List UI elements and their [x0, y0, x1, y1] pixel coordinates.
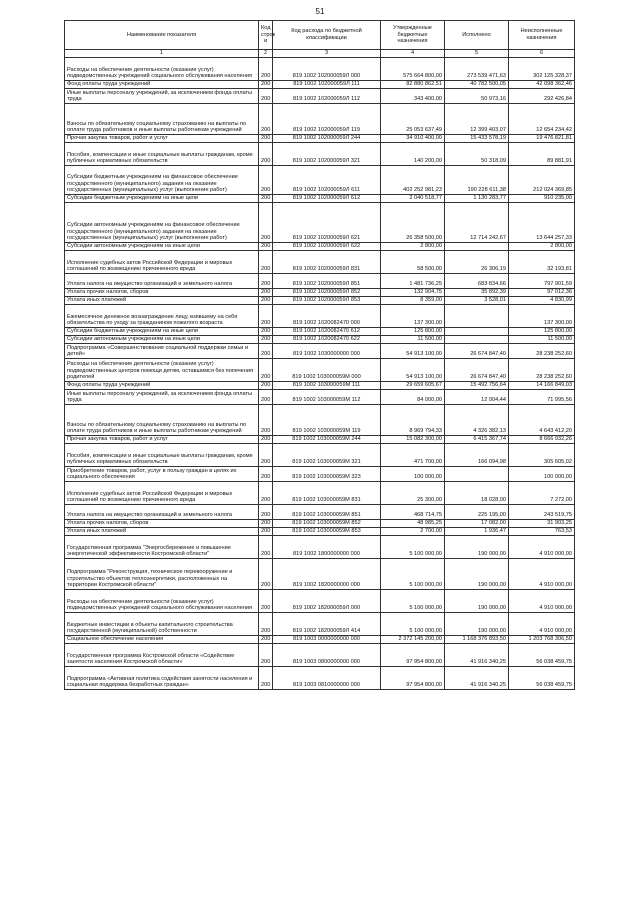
budget-code-cell: 819 1002 102000059Л 831 [273, 251, 381, 274]
line-code-cell: 200 [259, 382, 273, 390]
executed-amount-cell: 41 916 340,25 [445, 667, 509, 690]
indicator-name-cell: Субсидии автономным учреждениям на иные цели [65, 336, 259, 344]
executed-amount-cell: 683 834,66 [445, 274, 509, 289]
executed-amount-cell: 190 000,00 [445, 613, 509, 636]
line-code-cell: 200 [259, 559, 273, 590]
executed-amount-cell [445, 305, 509, 328]
table-row [65, 166, 575, 195]
budget-code-cell: 819 1002 103000059М 831 [273, 482, 381, 505]
unexecuted-amount-cell: 212 024 369,85 [509, 166, 575, 195]
executed-amount-cell: 190 000,00 [445, 536, 509, 559]
line-code-cell: 200 [259, 644, 273, 667]
executed-amount-cell: 15 492 756,64 [445, 382, 509, 390]
indicator-name-cell: Подпрограмма "Реконструкция, техническое перевооружение и строительство объектов теплоэнергетики, расположенных на территории Костромской области" [65, 559, 259, 590]
approved-amount-cell: 34 910 400,00 [381, 135, 445, 143]
indicator-name-cell: Уплата налога на имущество организаций и земельного налога [65, 505, 259, 520]
executed-amount-cell: 26 674 847,40 [445, 344, 509, 359]
table-row [65, 251, 575, 274]
indicator-name-cell: Расходы на обеспечение деятельности (оказание услуг) подведомственных учреждений социального обслуживания населения [65, 58, 259, 81]
approved-amount-cell: 132 904,75 [381, 289, 445, 297]
line-code-cell: 200 [259, 482, 273, 505]
line-code-cell: 200 [259, 81, 273, 89]
header-indicator-name: Наименование показателя [65, 21, 259, 50]
unexecuted-amount-cell: 305 605,02 [509, 444, 575, 467]
executed-amount-cell: 1 130 283,77 [445, 195, 509, 203]
approved-amount-cell: 25 300,00 [381, 482, 445, 505]
line-code-cell: 200 [259, 536, 273, 559]
indicator-name-cell: Подпрограмма «Совершенствование социальной поддержки семьи и детей» [65, 344, 259, 359]
table-row [65, 89, 575, 104]
executed-amount-cell: 12 004,44 [445, 390, 509, 405]
approved-amount-cell: 402 252 981,23 [381, 166, 445, 195]
approved-amount-cell: 82 880 862,51 [381, 81, 445, 89]
line-code-cell: 200 [259, 444, 273, 467]
indicator-name-cell: Приобретение товаров, работ, услуг в пользу граждан в целях их социального обеспечения [65, 467, 259, 482]
indicator-name-cell: Подпрограмма «Активная политика содействия занятости населения и социальная поддержка безработных граждан» [65, 667, 259, 690]
line-code-cell: 200 [259, 135, 273, 143]
unexecuted-amount-cell: 2 800,00 [509, 243, 575, 251]
column-number: 4 [381, 50, 445, 58]
executed-amount-cell [445, 467, 509, 482]
budget-code-cell: 819 1002 103000059М 321 [273, 444, 381, 467]
unexecuted-amount-cell: 32 193,81 [509, 251, 575, 274]
budget-code-cell: 819 1002 103000059М 111 [273, 382, 381, 390]
line-code-cell: 200 [259, 467, 273, 482]
approved-amount-cell: 2 372 145 200,00 [381, 636, 445, 644]
line-code-cell: 200 [259, 613, 273, 636]
indicator-name-cell: Исполнение судебных актов Российской Федерации и мировых соглашений по возмещению причиненного вреда [65, 251, 259, 274]
budget-code-cell: 819 1002 102000059Л 611 [273, 166, 381, 195]
approved-amount-cell: 471 700,00 [381, 444, 445, 467]
unexecuted-amount-cell: 4 910 000,00 [509, 590, 575, 613]
executed-amount-cell: 35 892,39 [445, 289, 509, 297]
table-row [65, 667, 575, 690]
line-code-cell: 200 [259, 436, 273, 444]
approved-amount-cell: 48 985,25 [381, 520, 445, 528]
unexecuted-amount-cell: 4 910 000,00 [509, 613, 575, 636]
indicator-name-cell: Государственная программа Костромской области «Содействие занятости населения Костромской области» [65, 644, 259, 667]
indicator-name-cell: Субсидии автономным учреждениям на иные цели [65, 243, 259, 251]
indicator-name-cell: Прочая закупка товаров, работ и услуг [65, 135, 259, 143]
line-code-cell: 200 [259, 528, 273, 536]
approved-amount-cell: 54 913 100,00 [381, 359, 445, 382]
approved-amount-cell: 2 040 518,77 [381, 195, 445, 203]
approved-amount-cell: 58 500,00 [381, 251, 445, 274]
budget-execution-table [64, 20, 575, 690]
line-code-cell: 200 [259, 359, 273, 382]
approved-amount-cell: 343 400,00 [381, 89, 445, 104]
unexecuted-amount-cell: 97 012,36 [509, 289, 575, 297]
executed-amount-cell: 40 782 500,05 [445, 81, 509, 89]
line-code-cell: 200 [259, 590, 273, 613]
unexecuted-amount-cell: 292 426,84 [509, 89, 575, 104]
indicator-name-cell: Субсидии бюджетным учреждениям на финансовое обеспечение государственного (муниципального) задания на оказание государственных (муниципальных) услуг (выполнение работ) [65, 166, 259, 195]
unexecuted-amount-cell: 8 666 932,26 [509, 436, 575, 444]
table-row [65, 528, 575, 536]
executed-amount-cell: 18 028,00 [445, 482, 509, 505]
executed-amount-cell: 50 973,16 [445, 89, 509, 104]
approved-amount-cell: 137 300,00 [381, 305, 445, 328]
unexecuted-amount-cell: 1 203 768 306,50 [509, 636, 575, 644]
budget-code-cell: 819 1002 102000059Л 244 [273, 135, 381, 143]
line-code-cell: 200 [259, 305, 273, 328]
unexecuted-amount-cell: 19 476 821,81 [509, 135, 575, 143]
approved-amount-cell: 8 969 794,33 [381, 405, 445, 436]
budget-code-cell: 819 1002 102000059Л 852 [273, 289, 381, 297]
indicator-name-cell: Иные выплаты персоналу учреждений, за исключением фонда оплаты труда [65, 89, 259, 104]
indicator-name-cell: Расходы на обеспечение деятельности (оказание услуг) подведомственных учреждений социального обслуживания населения [65, 590, 259, 613]
line-code-cell: 200 [259, 251, 273, 274]
header-line-code: Код строк и [259, 21, 273, 50]
approved-amount-cell: 5 100 000,00 [381, 590, 445, 613]
column-number: 1 [65, 50, 259, 58]
approved-amount-cell: 1 481 736,25 [381, 274, 445, 289]
unexecuted-amount-cell: 11 500,00 [509, 336, 575, 344]
executed-amount-cell: 15 433 578,19 [445, 135, 509, 143]
table-row [65, 297, 575, 305]
budget-code-cell: 819 1002 103000059М 853 [273, 528, 381, 536]
indicator-name-cell: Взносы по обязательному социальному страхованию на выплаты по оплате труда работников и иные выплаты работникам учреждений [65, 405, 259, 436]
budget-code-cell: 819 1002 102000059Л 112 [273, 89, 381, 104]
approved-amount-cell: 15 082 300,00 [381, 436, 445, 444]
indicator-name-cell: Фонд оплаты труда учреждений [65, 382, 259, 390]
budget-code-cell: 819 1002 1820000000 000 [273, 559, 381, 590]
table-row [65, 135, 575, 143]
line-code-cell: 200 [259, 344, 273, 359]
unexecuted-amount-cell: 31 903,25 [509, 520, 575, 528]
indicator-name-cell: Уплата налога на имущество организаций и земельного налога [65, 274, 259, 289]
budget-code-cell: 819 1002 103000059М 851 [273, 505, 381, 520]
line-code-cell: 200 [259, 336, 273, 344]
unexecuted-amount-cell: 797 901,59 [509, 274, 575, 289]
executed-amount-cell: 1 168 376 893,50 [445, 636, 509, 644]
budget-code-cell: 819 1002 102000059Л 622 [273, 243, 381, 251]
indicator-name-cell: Уплата прочих налогов, сборов [65, 520, 259, 528]
approved-amount-cell: 5 100 000,00 [381, 613, 445, 636]
indicator-name-cell: Ежемесячное денежное вознаграждение лицу, взявшему на себя обязательства по уходу за гражданином пожилого возраста [65, 305, 259, 328]
budget-code-cell: 819 1002 103000059М 323 [273, 467, 381, 482]
column-number: 2 [259, 50, 273, 58]
table-row [65, 58, 575, 81]
line-code-cell: 200 [259, 274, 273, 289]
budget-code-cell: 819 1002 102000059Л 853 [273, 297, 381, 305]
approved-amount-cell: 575 664 800,00 [381, 58, 445, 81]
indicator-name-cell: Исполнение судебных актов Российской Федерации и мировых соглашений по возмещению причиненного вреда [65, 482, 259, 505]
table-row [65, 328, 575, 336]
approved-amount-cell: 97 954 800,00 [381, 644, 445, 667]
column-number: 3 [273, 50, 381, 58]
unexecuted-amount-cell: 56 038 459,75 [509, 644, 575, 667]
executed-amount-cell: 190 000,00 [445, 559, 509, 590]
unexecuted-amount-cell: 4 830,99 [509, 297, 575, 305]
approved-amount-cell: 54 913 100,00 [381, 344, 445, 359]
budget-code-cell: 819 1002 103000059М 119 [273, 405, 381, 436]
budget-code-cell: 819 1003 0000000000 000 [273, 636, 381, 644]
executed-amount-cell [445, 243, 509, 251]
table-row [65, 143, 575, 166]
unexecuted-amount-cell: 4 910 000,00 [509, 536, 575, 559]
executed-amount-cell: 1 936,47 [445, 528, 509, 536]
budget-code-cell: 819 1003 0810000000 000 [273, 667, 381, 690]
unexecuted-amount-cell: 28 238 252,60 [509, 359, 575, 382]
executed-amount-cell: 225 195,00 [445, 505, 509, 520]
table-row [65, 613, 575, 636]
table-row [65, 81, 575, 89]
line-code-cell: 200 [259, 143, 273, 166]
budget-code-cell: 819 1002 102000059Л 621 [273, 203, 381, 243]
table-row [65, 274, 575, 289]
budget-code-cell: 819 1002 1020082470 000 [273, 305, 381, 328]
line-code-cell: 200 [259, 203, 273, 243]
line-code-cell: 200 [259, 390, 273, 405]
table-row [65, 482, 575, 505]
executed-amount-cell [445, 328, 509, 336]
table-row [65, 559, 575, 590]
unexecuted-amount-cell: 302 125 328,37 [509, 58, 575, 81]
unexecuted-amount-cell: 12 654 234,42 [509, 104, 575, 135]
indicator-name-cell: Социальное обеспечение населения [65, 636, 259, 644]
budget-code-cell: 819 1002 182000059Л 414 [273, 613, 381, 636]
page-number: 51 [315, 7, 325, 16]
unexecuted-amount-cell: 137 300,00 [509, 305, 575, 328]
line-code-cell: 200 [259, 104, 273, 135]
unexecuted-amount-cell: 243 519,75 [509, 505, 575, 520]
indicator-name-cell: Субсидии бюджетным учреждениям на иные цели [65, 195, 259, 203]
table-row [65, 405, 575, 436]
approved-amount-cell: 2 700,00 [381, 528, 445, 536]
approved-amount-cell: 5 100 000,00 [381, 536, 445, 559]
indicator-name-cell: Уплата иных платежей [65, 528, 259, 536]
executed-amount-cell: 12 714 242,67 [445, 203, 509, 243]
table-row [65, 344, 575, 359]
table-row [65, 520, 575, 528]
executed-amount-cell: 190 228 611,38 [445, 166, 509, 195]
indicator-name-cell: Государственная программа "Энергосбережение и повышение энергетической эффективности Костромской области" [65, 536, 259, 559]
executed-amount-cell: 50 318,09 [445, 143, 509, 166]
approved-amount-cell: 5 100 000,00 [381, 559, 445, 590]
approved-amount-cell: 97 954 800,00 [381, 667, 445, 690]
unexecuted-amount-cell: 7 272,00 [509, 482, 575, 505]
indicator-name-cell: Расходы на обеспечение деятельности (оказание услуг) подведомственных центров помощи детям, оставшимся без попечения родителей [65, 359, 259, 382]
executed-amount-cell: 41 916 340,25 [445, 644, 509, 667]
executed-amount-cell: 3 528,01 [445, 297, 509, 305]
table-row [65, 644, 575, 667]
approved-amount-cell: 100 000,00 [381, 467, 445, 482]
budget-code-cell: 819 1002 102000059Л 111 [273, 81, 381, 89]
unexecuted-amount-cell: 71 995,56 [509, 390, 575, 405]
table-row [65, 195, 575, 203]
executed-amount-cell: 26 306,19 [445, 251, 509, 274]
table-row [65, 636, 575, 644]
budget-code-cell: 819 1003 0800000000 000 [273, 644, 381, 667]
header-budget-classification-code: Код расхода по бюджетной классификации [273, 21, 381, 50]
line-code-cell: 200 [259, 58, 273, 81]
executed-amount-cell: 166 094,98 [445, 444, 509, 467]
unexecuted-amount-cell: 4 643 412,20 [509, 405, 575, 436]
line-code-cell: 200 [259, 243, 273, 251]
header-approved-appropriations: Утвержденные бюджетные назначения [381, 21, 445, 50]
indicator-name-cell: Уплата прочих налогов, сборов [65, 289, 259, 297]
unexecuted-amount-cell: 4 910 000,00 [509, 559, 575, 590]
approved-amount-cell: 84 000,00 [381, 390, 445, 405]
header-unexecuted-appropriations: Неисполненные назначения [509, 21, 575, 50]
table-row [65, 590, 575, 613]
indicator-name-cell: Пособия, компенсации и иные социальные выплаты гражданам, кроме публичных нормативных обязательств [65, 143, 259, 166]
budget-code-cell: 819 1002 1800000000 000 [273, 536, 381, 559]
budget-code-cell: 819 1002 103000059М 112 [273, 390, 381, 405]
budget-code-cell: 819 1002 102000059Л 000 [273, 58, 381, 81]
approved-amount-cell: 125 800,00 [381, 328, 445, 336]
executed-amount-cell: 190 000,00 [445, 590, 509, 613]
table-row [65, 336, 575, 344]
executed-amount-cell [445, 336, 509, 344]
indicator-name-cell: Пособия, компенсации и иные социальные выплаты гражданам, кроме публичных нормативных обязательств [65, 444, 259, 467]
approved-amount-cell: 8 359,00 [381, 297, 445, 305]
budget-code-cell: 819 1002 102000059Л 321 [273, 143, 381, 166]
unexecuted-amount-cell: 14 166 849,03 [509, 382, 575, 390]
line-code-cell: 200 [259, 667, 273, 690]
table-row [65, 390, 575, 405]
budget-code-cell: 819 1002 102000059Л 119 [273, 104, 381, 135]
column-number: 5 [445, 50, 509, 58]
indicator-name-cell: Бюджетные инвестиции в объекты капитального строительства государственной (муниципальной) собственности [65, 613, 259, 636]
budget-code-cell: 819 1002 1030000000 000 [273, 344, 381, 359]
budget-code-cell: 819 1002 1020082470 622 [273, 336, 381, 344]
table-row [65, 382, 575, 390]
budget-code-cell: 819 1002 1020082470 612 [273, 328, 381, 336]
header-executed: Исполнено [445, 21, 509, 50]
table-row [65, 444, 575, 467]
unexecuted-amount-cell: 125 800,00 [509, 328, 575, 336]
line-code-cell: 200 [259, 405, 273, 436]
table-row [65, 505, 575, 520]
line-code-cell: 200 [259, 328, 273, 336]
line-code-cell: 200 [259, 289, 273, 297]
line-code-cell: 200 [259, 89, 273, 104]
table-row [65, 289, 575, 297]
budget-code-cell: 819 1002 103000059М 244 [273, 436, 381, 444]
table-row [65, 359, 575, 382]
approved-amount-cell: 26 358 500,00 [381, 203, 445, 243]
table-row [65, 104, 575, 135]
table-body [65, 58, 575, 690]
line-code-cell: 200 [259, 195, 273, 203]
unexecuted-amount-cell: 28 238 252,60 [509, 344, 575, 359]
indicator-name-cell: Взносы по обязательному социальному страхованию на выплаты по оплате труда работников и иные выплаты работникам учреждений [65, 104, 259, 135]
line-code-cell: 200 [259, 166, 273, 195]
unexecuted-amount-cell: 13 644 257,33 [509, 203, 575, 243]
table-row [65, 536, 575, 559]
unexecuted-amount-cell: 763,53 [509, 528, 575, 536]
executed-amount-cell: 17 082,00 [445, 520, 509, 528]
approved-amount-cell: 11 500,00 [381, 336, 445, 344]
approved-amount-cell: 2 800,00 [381, 243, 445, 251]
line-code-cell: 200 [259, 505, 273, 520]
unexecuted-amount-cell: 42 098 362,46 [509, 81, 575, 89]
budget-code-cell: 819 1002 182000059Л 000 [273, 590, 381, 613]
unexecuted-amount-cell: 89 881,91 [509, 143, 575, 166]
executed-amount-cell: 4 326 382,13 [445, 405, 509, 436]
table-header-row [65, 21, 575, 50]
indicator-name-cell: Субсидии бюджетным учреждениям на иные цели [65, 328, 259, 336]
executed-amount-cell: 12 399 403,07 [445, 104, 509, 135]
approved-amount-cell: 29 659 605,67 [381, 382, 445, 390]
indicator-name-cell: Субсидии автономным учреждениям на финансовое обеспечение государственного (муниципального) задания на оказание государственных (муниципальных) услуг (выполнение работ) [65, 203, 259, 243]
approved-amount-cell: 468 714,75 [381, 505, 445, 520]
indicator-name-cell: Прочая закупка товаров, работ и услуг [65, 436, 259, 444]
budget-code-cell: 819 1002 103000059М 000 [273, 359, 381, 382]
budget-code-cell: 819 1002 103000059М 852 [273, 520, 381, 528]
line-code-cell: 200 [259, 636, 273, 644]
approved-amount-cell: 140 200,00 [381, 143, 445, 166]
table-row [65, 203, 575, 243]
column-number-row [65, 50, 575, 58]
indicator-name-cell: Фонд оплаты труда учреждений [65, 81, 259, 89]
line-code-cell: 200 [259, 297, 273, 305]
indicator-name-cell: Иные выплаты персоналу учреждений, за исключением фонда оплаты труда [65, 390, 259, 405]
budget-code-cell: 819 1002 102000059Л 612 [273, 195, 381, 203]
budget-code-cell: 819 1002 102000059Л 851 [273, 274, 381, 289]
table-row [65, 243, 575, 251]
table-row [65, 305, 575, 328]
column-number: 6 [509, 50, 575, 58]
unexecuted-amount-cell: 910 235,00 [509, 195, 575, 203]
executed-amount-cell: 26 674 847,40 [445, 359, 509, 382]
unexecuted-amount-cell: 100 000,00 [509, 467, 575, 482]
approved-amount-cell: 25 053 637,49 [381, 104, 445, 135]
table-row [65, 436, 575, 444]
table-row [65, 467, 575, 482]
line-code-cell: 200 [259, 520, 273, 528]
executed-amount-cell: 273 539 471,63 [445, 58, 509, 81]
executed-amount-cell: 6 415 367,74 [445, 436, 509, 444]
unexecuted-amount-cell: 56 038 459,75 [509, 667, 575, 690]
indicator-name-cell: Уплата иных платежей [65, 297, 259, 305]
